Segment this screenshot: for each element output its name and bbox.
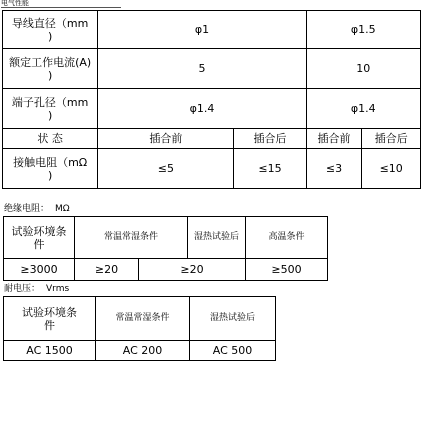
table-row (3, 149, 421, 189)
cell-condition: 插合前 (98, 129, 234, 149)
cell-condition: 常温常湿条件 (75, 217, 188, 259)
insulation-table (3, 216, 328, 281)
section-header: 电气性能 (1, 0, 121, 8)
row-label-test-environment: 试验环境条 件 (4, 297, 96, 341)
cell-value: φ1.4 (98, 89, 306, 129)
cell-value: 5 (98, 49, 306, 89)
voltage-title (4, 284, 69, 294)
cell-value: ≤3 (306, 149, 362, 189)
cell-value: φ1 (98, 11, 306, 49)
row-label-condition: 状 态 (3, 129, 98, 149)
row-label-hole-diameter: 端子孔径（mm ) (3, 89, 98, 129)
cell-condition: 插合后 (362, 129, 421, 149)
voltage-unit: Vrms (46, 284, 70, 294)
cell-value: AC 200 (96, 341, 190, 361)
cell-value: ≥20 (75, 259, 139, 281)
table-row (4, 217, 328, 259)
cell-condition: 常温常湿条件 (96, 297, 190, 341)
voltage-table (3, 296, 276, 361)
row-label-test-environment: 试验环境条 件 (4, 217, 75, 259)
cell-value: 10 (306, 49, 420, 89)
cell-value: ≤5 (98, 149, 234, 189)
cell-value: AC 1500 (4, 341, 96, 361)
cell-condition: 插合前 (306, 129, 362, 149)
cell-value: ≤15 (234, 149, 306, 189)
table-row (4, 341, 276, 361)
row-label-contact-resistance: 接触电阻（mΩ ) (3, 149, 98, 189)
insulation-label: 绝缘电阻： (4, 204, 50, 214)
table-row (3, 89, 421, 129)
insulation-unit: MΩ (55, 204, 70, 214)
insulation-title (4, 204, 70, 214)
row-label-wire-diameter: 导线直径（mm ) (3, 11, 98, 49)
cell-value: ≥3000 (4, 259, 75, 281)
row-label-rated-current: 额定工作电流(A) ) (3, 49, 98, 89)
cell-value: ≤10 (362, 149, 421, 189)
cell-value: ≥20 (139, 259, 246, 281)
cell-condition: 湿热试验后 (190, 297, 276, 341)
cell-condition: 高温条件 (246, 217, 328, 259)
table-row (4, 297, 276, 341)
cell-condition: 插合后 (234, 129, 306, 149)
cell-value: φ1.5 (306, 11, 420, 49)
table-row (4, 259, 328, 281)
table-row (3, 11, 421, 49)
cell-value: AC 500 (190, 341, 276, 361)
cell-value: ≥500 (246, 259, 328, 281)
voltage-label: 耐电压： (4, 284, 41, 294)
table-row (3, 129, 421, 149)
cell-value: φ1.4 (306, 89, 420, 129)
electrical-table (2, 10, 421, 189)
cell-condition: 湿热试验后 (188, 217, 246, 259)
table-row (3, 49, 421, 89)
